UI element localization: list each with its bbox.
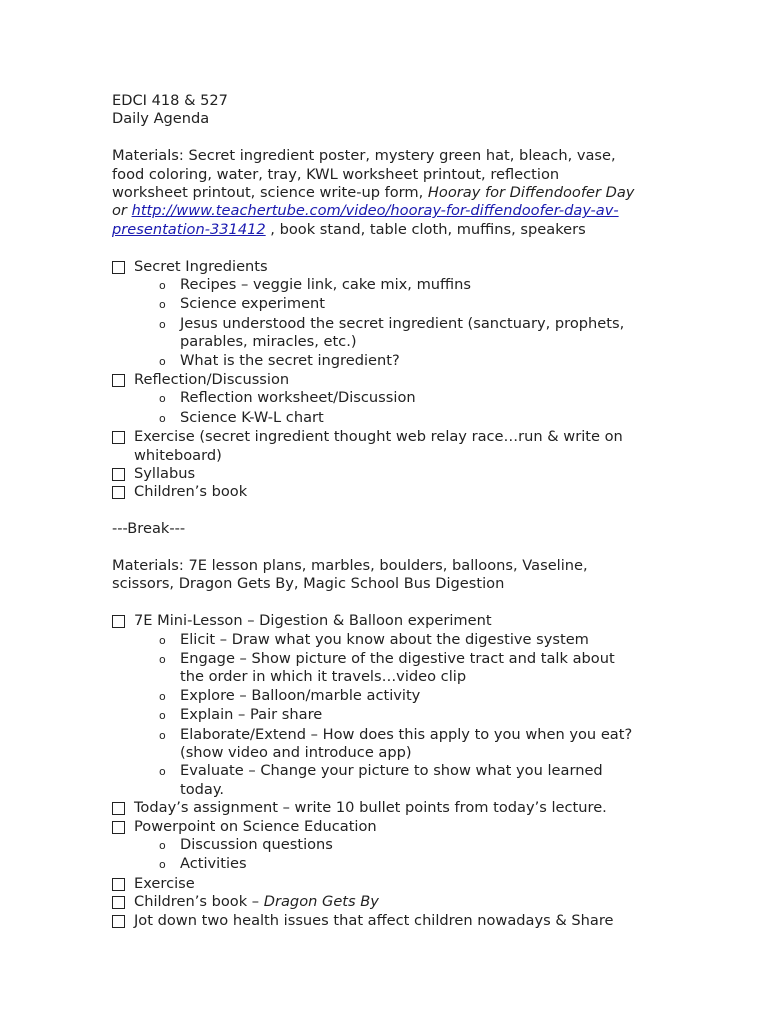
sub-item-label bbox=[180, 315, 624, 352]
agenda-item-label: Children’s book bbox=[134, 483, 248, 501]
bullet-icon: o bbox=[159, 858, 166, 872]
agenda-item bbox=[112, 371, 652, 389]
sub-item-label: Science K-W-L chart bbox=[180, 408, 324, 426]
spacer bbox=[112, 594, 652, 612]
checkbox-icon[interactable] bbox=[112, 431, 125, 444]
checkbox-icon[interactable] bbox=[112, 878, 125, 891]
bullet-icon: o bbox=[159, 652, 166, 666]
agenda-item bbox=[112, 875, 652, 893]
sub-item-text: parables, miracles, etc.) bbox=[180, 333, 357, 351]
materials-line: Materials: 7E lesson plans, marbles, boulders, balloons, Vaseline, bbox=[112, 556, 588, 574]
sub-item bbox=[112, 687, 652, 706]
agenda-item-text: Children’s book – bbox=[134, 893, 264, 911]
book-title: Dragon Gets By bbox=[263, 893, 379, 911]
bullet-icon: o bbox=[159, 689, 166, 703]
checkbox-icon[interactable] bbox=[112, 486, 125, 499]
spacer bbox=[112, 129, 652, 147]
agenda-item-label: Jot down two health issues that affect children nowadays & Share bbox=[134, 911, 614, 929]
sub-item bbox=[112, 315, 652, 352]
bullet-icon: o bbox=[159, 392, 166, 406]
materials-paragraph-1 bbox=[112, 147, 652, 239]
video-link[interactable]: http://www.teachertube.com/video/hooray-for-diffendoofer-day-av- bbox=[131, 202, 619, 220]
materials-text: or bbox=[112, 202, 132, 220]
agenda-item bbox=[112, 799, 652, 817]
sub-item-label: Explore – Balloon/marble activity bbox=[180, 686, 421, 704]
materials-line: food coloring, water, tray, KWL worksheet printout, reflection bbox=[112, 165, 560, 183]
bullet-icon: o bbox=[159, 298, 166, 312]
agenda-item bbox=[112, 465, 652, 483]
bullet-icon: o bbox=[159, 354, 166, 368]
agenda-item-label: Secret Ingredients bbox=[134, 257, 268, 275]
sub-item-label: What is the secret ingredient? bbox=[180, 351, 400, 369]
sub-item bbox=[112, 409, 652, 428]
break-divider: ---Break--- bbox=[112, 520, 186, 538]
page-title: Daily Agenda bbox=[112, 110, 210, 128]
spacer bbox=[112, 239, 652, 257]
sub-item-text: today. bbox=[180, 780, 225, 798]
agenda-item-label: 7E Mini-Lesson – Digestion & Balloon experiment bbox=[134, 612, 492, 630]
checkbox-icon[interactable] bbox=[112, 261, 125, 274]
agenda-item bbox=[112, 258, 652, 276]
course-title: EDCI 418 & 527 bbox=[112, 92, 228, 109]
checkbox-icon[interactable] bbox=[112, 802, 125, 815]
agenda-item bbox=[112, 612, 652, 630]
sub-item-label: Activities bbox=[180, 855, 247, 873]
sub-item bbox=[112, 836, 652, 855]
bullet-icon: o bbox=[159, 709, 166, 723]
materials-line bbox=[112, 221, 652, 239]
bullet-icon: o bbox=[159, 765, 166, 779]
sub-item-label: Elicit – Draw what you know about the digestive system bbox=[180, 630, 589, 648]
bullet-icon: o bbox=[159, 411, 166, 425]
agenda-item-label: Syllabus bbox=[134, 464, 196, 482]
sub-item-text: Elaborate/Extend – How does this apply to you when you eat? bbox=[180, 725, 633, 743]
agenda-item-text: Exercise (secret ingredient thought web relay race…run & write on bbox=[134, 428, 623, 446]
checkbox-icon[interactable] bbox=[112, 915, 125, 928]
materials-line bbox=[112, 202, 652, 220]
sub-item-text: the order in which it travels…video clip bbox=[180, 668, 467, 686]
sub-item-label: Explain – Pair share bbox=[180, 706, 323, 724]
sub-item-label: Discussion questions bbox=[180, 836, 333, 854]
materials-line: scissors, Dragon Gets By, Magic School Bus Digestion bbox=[112, 575, 505, 593]
checkbox-icon[interactable] bbox=[112, 468, 125, 481]
checkbox-icon[interactable] bbox=[112, 615, 125, 628]
agenda-item-label: Powerpoint on Science Education bbox=[134, 817, 377, 835]
sub-item bbox=[112, 762, 652, 799]
sub-item-label: Science experiment bbox=[180, 295, 326, 313]
sub-item bbox=[112, 650, 652, 687]
checkbox-icon[interactable] bbox=[112, 374, 125, 387]
materials-line: Materials: Secret ingredient poster, mystery green hat, bleach, vase, bbox=[112, 147, 616, 165]
sub-item-label bbox=[180, 762, 603, 799]
agenda-item bbox=[112, 912, 652, 930]
sub-item bbox=[112, 389, 652, 408]
agenda-item bbox=[112, 818, 652, 836]
checkbox-icon[interactable] bbox=[112, 821, 125, 834]
spacer bbox=[112, 502, 652, 520]
sub-item bbox=[112, 352, 652, 371]
bullet-icon: o bbox=[159, 633, 166, 647]
sub-item-label bbox=[180, 650, 615, 687]
agenda-item bbox=[112, 893, 652, 911]
sub-item bbox=[112, 855, 652, 874]
sub-item-text: Jesus understood the secret ingredient (sanctuary, prophets, bbox=[180, 314, 625, 332]
book-title: Hooray for Diffendoofer Day bbox=[427, 183, 635, 201]
materials-line bbox=[112, 184, 652, 202]
agenda-item-label: Reflection/Discussion bbox=[134, 370, 290, 388]
sub-item bbox=[112, 706, 652, 725]
sub-item bbox=[112, 276, 652, 295]
bullet-icon: o bbox=[159, 839, 166, 853]
bullet-icon: o bbox=[159, 317, 166, 331]
sub-item-text: Engage – Show picture of the digestive tract and talk about bbox=[180, 649, 615, 667]
materials-paragraph-2 bbox=[112, 557, 652, 594]
video-link[interactable]: presentation-331412 bbox=[112, 220, 266, 238]
sub-item-text: (show video and introduce app) bbox=[180, 743, 412, 761]
agenda-document bbox=[112, 92, 652, 930]
checkbox-icon[interactable] bbox=[112, 896, 125, 909]
bullet-icon: o bbox=[159, 278, 166, 292]
materials-text: , book stand, table cloth, muffins, speakers bbox=[265, 220, 586, 238]
sub-item bbox=[112, 726, 652, 763]
sub-item bbox=[112, 631, 652, 650]
sub-item-label: Reflection worksheet/Discussion bbox=[180, 389, 416, 407]
agenda-item bbox=[112, 483, 652, 501]
agenda-item-label: Today’s assignment – write 10 bullet points from today’s lecture. bbox=[134, 799, 607, 817]
sub-item-label bbox=[180, 726, 632, 763]
materials-text: worksheet printout, science write-up form, bbox=[112, 183, 428, 201]
agenda-item-label bbox=[134, 893, 379, 911]
bullet-icon: o bbox=[159, 728, 166, 742]
sub-item-label: Recipes – veggie link, cake mix, muffins bbox=[180, 275, 471, 293]
sub-item bbox=[112, 295, 652, 314]
agenda-item-text: whiteboard) bbox=[134, 446, 222, 464]
agenda-item-label: Exercise bbox=[134, 874, 195, 892]
agenda-item-label bbox=[134, 428, 623, 465]
spacer bbox=[112, 539, 652, 557]
agenda-item bbox=[112, 428, 652, 465]
sub-item-text: Evaluate – Change your picture to show what you learned bbox=[180, 762, 603, 780]
